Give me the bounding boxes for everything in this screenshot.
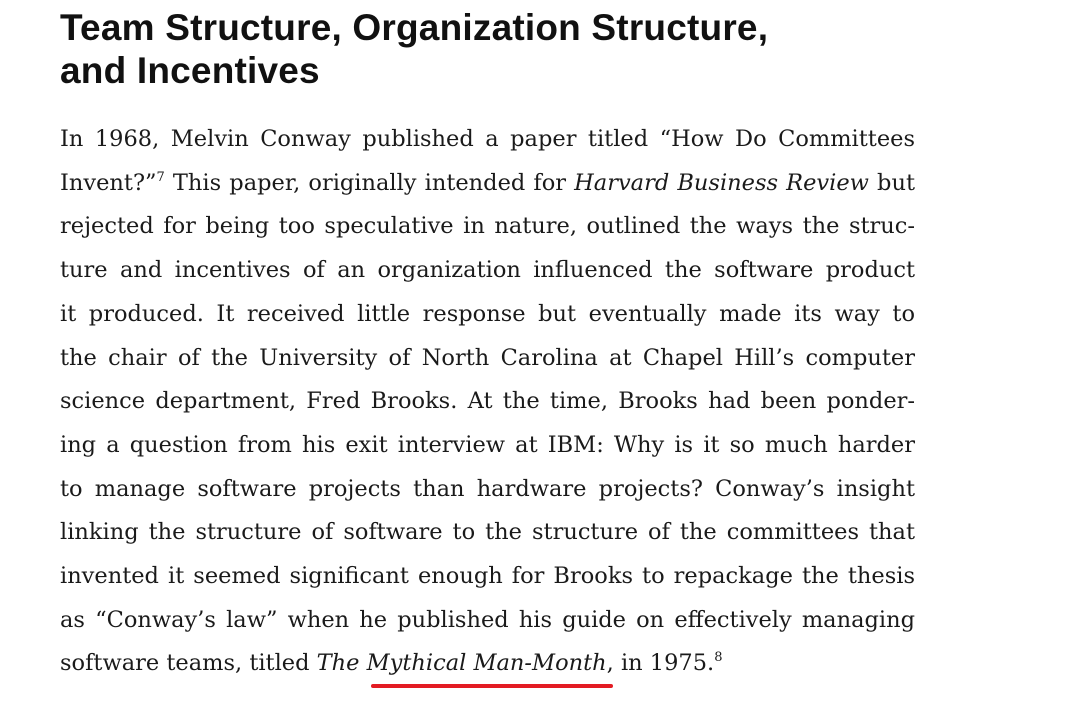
footnote-ref-8[interactable]: 8 <box>714 650 723 666</box>
paragraph-line <box>60 162 915 206</box>
publication-title-hbr: Harvard Business Review <box>574 169 869 196</box>
section-heading <box>60 6 915 92</box>
paragraph-line: invented it seemed significant enough for Brooks to repackage the thesis <box>60 563 915 590</box>
body-paragraph <box>60 118 915 686</box>
paragraph-line: as “Conway’s law” when he published his guide on effectively managing <box>60 606 915 633</box>
paragraph-line: rejected for being too speculative in nature, outlined the ways the struc- <box>60 213 915 240</box>
paragraph-line: science department, Fred Brooks. At the time, Brooks had been ponder- <box>60 388 915 415</box>
book-title-mythical-man-month: The Mythical Man-Month <box>316 650 607 677</box>
section-heading-line-1: Team Structure, Organization Structure, <box>60 7 769 48</box>
paragraph-line: the chair of the University of North Carolina at Chapel Hill’s computer <box>60 344 915 371</box>
paragraph-line <box>60 642 915 686</box>
paragraph-text: but <box>868 169 915 196</box>
paragraph-line: linking the structure of software to the structure of the committees that <box>60 519 915 546</box>
paragraph-line: ing a question from his exit interview at IBM: Why is it so much harder <box>60 431 915 458</box>
paragraph-line: to manage software projects than hardware projects? Conway’s insight <box>60 475 915 502</box>
paragraph-line: In 1968, Melvin Conway published a paper titled “How Do Committees <box>60 126 915 152</box>
paragraph-text: Invent?” <box>60 169 157 196</box>
paragraph-text: This paper, originally intended for <box>164 169 575 196</box>
paragraph-line: ture and incentives of an organization influenced the software product <box>60 257 915 284</box>
page-content <box>60 0 915 677</box>
section-heading-line-2: and Incentives <box>60 50 320 91</box>
paragraph-text: software teams, titled <box>60 650 317 677</box>
footnote-ref-7[interactable]: 7 <box>156 169 165 185</box>
paragraph-line: it produced. It received little response but eventually made its way to <box>60 300 915 327</box>
red-underline-annotation <box>371 684 613 688</box>
paragraph-text: , in 1975. <box>606 650 715 677</box>
